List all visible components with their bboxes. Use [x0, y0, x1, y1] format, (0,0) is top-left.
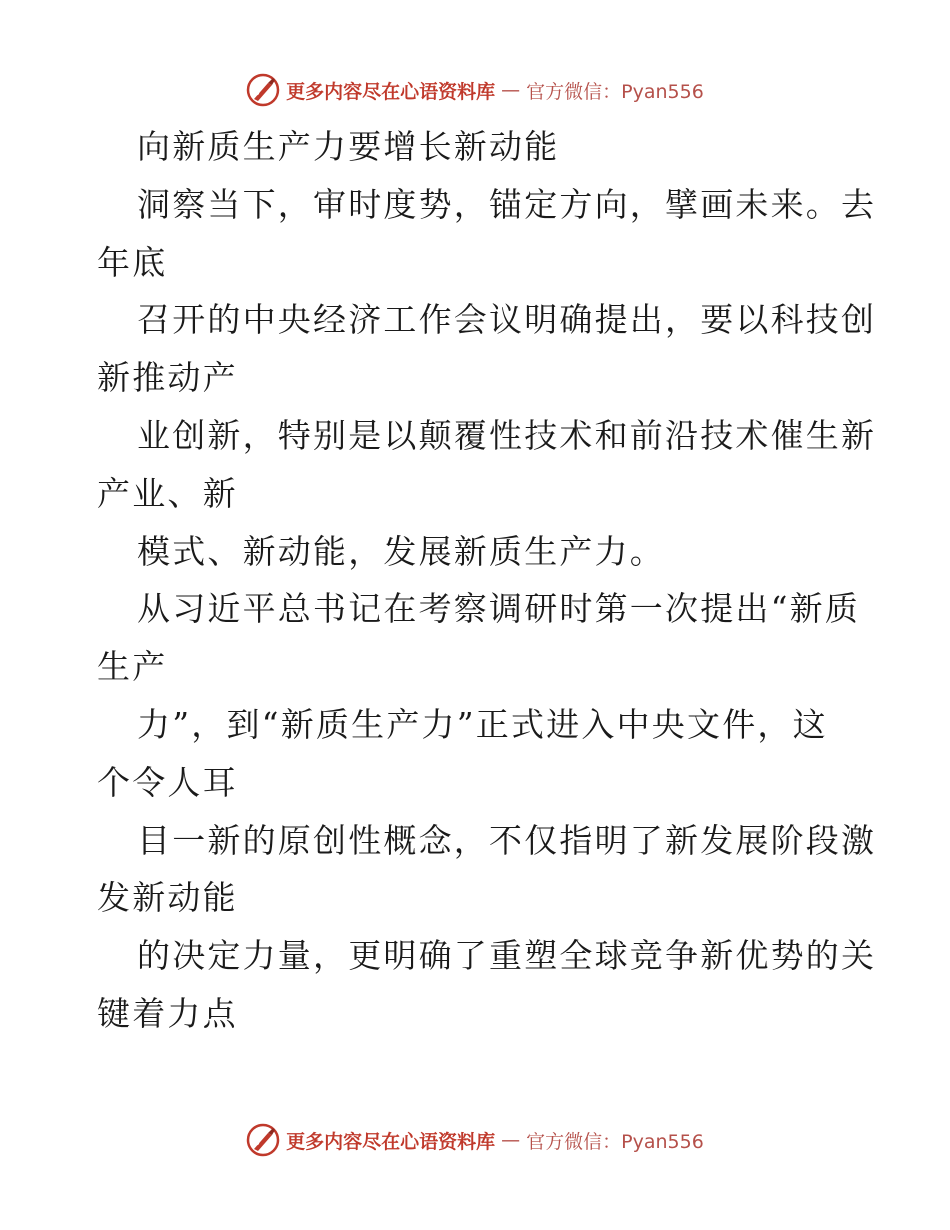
footer-watermark	[0, 1120, 950, 1160]
watermark-wechat-text: 官方微信：Pyan556	[526, 1130, 704, 1153]
text-line: 力”，到“新质生产力”正式进入中央文件，这	[137, 704, 828, 744]
text-line: 个令人耳	[97, 762, 238, 802]
watermark-separator: —	[501, 1129, 521, 1151]
text-line: 的决定力量，更明确了重塑全球竞争新优势的关	[137, 936, 877, 976]
watermark-brand-text: 更多内容尽在心语资料库	[286, 80, 496, 103]
watermark-brand-text: 更多内容尽在心语资料库	[286, 1130, 496, 1153]
text-line: 年底	[97, 242, 168, 282]
text-line: 生产	[97, 647, 168, 687]
text-line: 洞察当下，审时度势，锚定方向，擘画未来。去	[137, 184, 877, 224]
text-line: 新推动产	[97, 358, 238, 398]
watermark-separator: —	[501, 79, 521, 101]
text-line: 模式、新动能，发展新质生产力。	[137, 531, 665, 571]
quill-pen-logo-icon	[246, 73, 280, 107]
header-watermark	[0, 70, 950, 110]
watermark-wechat-text: 官方微信：Pyan556	[526, 80, 704, 103]
text-line: 发新动能	[97, 878, 238, 918]
quill-pen-logo-icon	[246, 1123, 280, 1157]
text-line: 目一新的原创性概念，不仅指明了新发展阶段激	[137, 820, 877, 860]
text-line: 召开的中央经济工作会议明确提出，要以科技创	[137, 300, 877, 340]
text-line: 向新质生产力要增长新动能	[137, 127, 560, 166]
text-line: 产业、新	[97, 473, 238, 513]
text-line: 业创新，特别是以颠覆性技术和前沿技术催生新	[137, 415, 877, 455]
text-line: 从习近平总书记在考察调研时第一次提出“新质	[137, 589, 861, 629]
text-line: 键着力点	[97, 993, 238, 1033]
document-body	[97, 118, 877, 1043]
